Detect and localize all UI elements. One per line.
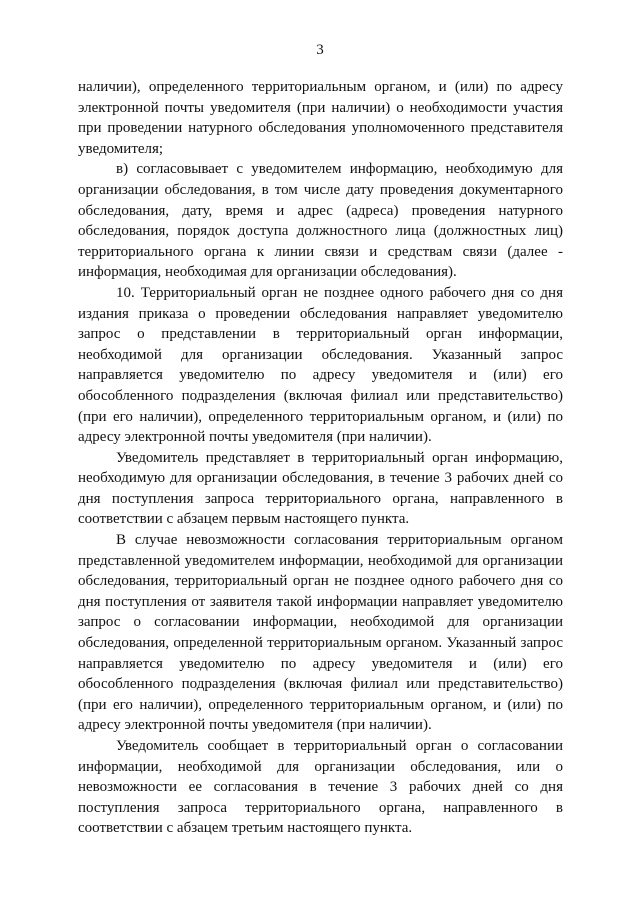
page-number: 3 — [316, 42, 324, 58]
paragraph: Уведомитель представляет в территориальный орган информацию, необходимую для организации обследования, в течение 3 рабочих дней со дня поступления запроса территориального органа, направленного в соответствии с абзацем первым настоящего пункта. — [78, 449, 563, 528]
paragraph: наличии), определенного территориальным органом, и (или) по адресу электронной почты уведомителя (при наличии) о необходимости участия при проведении натурного обследования уполномоченного представителя уведомителя; — [78, 79, 563, 157]
document-body — [78, 77, 563, 839]
paragraph: в) согласовывает с уведомителем информацию, необходимую для организации обследования, в том числе дату проведения документарного обследования, дату, время и адрес (адреса) проведения натурного обследования, порядок доступа должностного лица (должностных лиц) территориального органа к линии связи и средствам связи (далее - информация, необходимая для организации обследования). — [78, 161, 563, 281]
paragraph: 10. Территориальный орган не позднее одного рабочего дня со дня издания приказа о проведении обследования направляет уведомителю запрос о представлении в территориальный орган информации, необходимой для организации обследования. Указанный запрос направляется уведомителю по адресу уведомителя и (или) его обособленного подразделения (включая филиал или представительство) (при его наличии), определенного территориальным органом, и (или) по адресу электронной почты уведомителя (при наличии). — [78, 284, 563, 446]
paragraph: В случае невозможности согласования территориальным органом представленной уведомителем информации, необходимой для организации обследования, территориальный орган не позднее одного рабочего дня со дня поступления от заявителя такой информации направляет уведомителю запрос о согласовании информации, необходимой для организации обследования, определенной территориальным органом. Указанный запрос направляется уведомителю по адресу уведомителя и (или) его обособленного подразделения (включая филиал или представительство) (при его наличии), определенного территориальным органом, и (или) по адресу электронной почты уведомителя (при наличии). — [78, 532, 563, 734]
paragraph: Уведомитель сообщает в территориальный орган о согласовании информации, необходимой для организации обследования, или о невозможности ее согласования в течение 3 рабочих дней со дня поступления запроса территориального органа, направленного в соответствии с абзацем третьим настоящего пункта. — [78, 738, 563, 837]
